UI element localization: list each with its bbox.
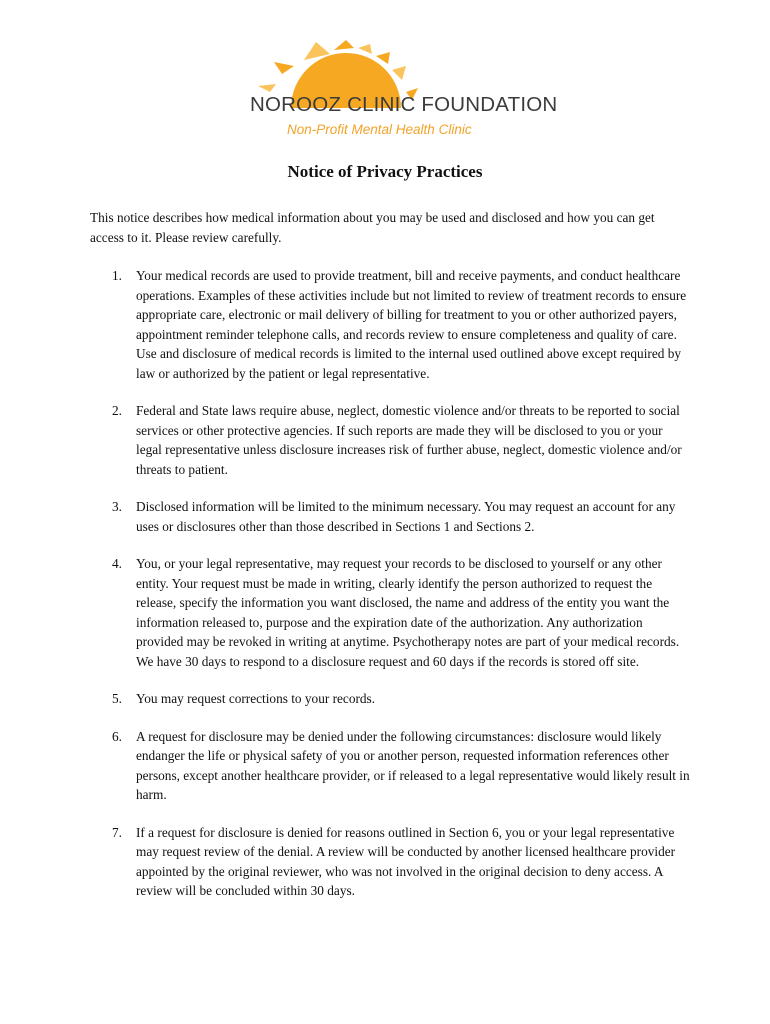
item-number: 3.	[112, 499, 122, 514]
clinic-logo	[246, 40, 558, 145]
org-name: NOROOZ CLINIC FOUNDATION	[250, 93, 558, 116]
list-item	[90, 823, 690, 901]
item-number: 6.	[112, 728, 122, 744]
list-item	[90, 497, 690, 536]
page-title: Notice of Privacy Practices	[287, 162, 483, 181]
list-item	[90, 689, 690, 709]
item-text: Federal and State laws require abuse, neglect, domestic violence and/or threats to be reported to social services or other protective agencies. If such reports are made they will be disclosed to you or your legal representative unless disclosure increases risk of further abuse, neglect, domestic violence and/or threats to patient.	[136, 403, 682, 477]
org-tagline: Non-Profit Mental Health Clinic	[287, 122, 472, 137]
item-number: 7.	[112, 824, 122, 840]
list-item	[90, 266, 690, 383]
item-text: You, or your legal representative, may request your records to be disclosed to yourself or any other entity. Your request must be made in writing, clearly identify the person authorized to request the release, specify the information you want disclosed, the name and address of the entity you want the information released to, purpose and the expiration date of the authorization. Any authorization provided may be revoked in writing at anytime. Psychotherapy notes are part of your medical records. We have 30 days to respond to a disclosure request and 60 days if the records is stored off site.	[136, 556, 680, 669]
item-number: 5.	[112, 691, 122, 706]
list-item	[90, 727, 690, 805]
item-number: 2.	[112, 403, 122, 418]
intro-paragraph: This notice describes how medical information about you may be used and disclosed and how you can get access to it. Please review carefully.	[90, 210, 655, 245]
item-text: You may request corrections to your records.	[136, 691, 376, 706]
item-number: 4.	[112, 556, 122, 571]
list-item	[90, 554, 690, 671]
item-text: A request for disclosure may be denied under the following circumstances: disclosure would likely endanger the life or physical safety of you or another person, requested information references other persons, except another healthcare provider, or if released to a legal representative would likely result in harm.	[136, 728, 690, 802]
item-text: If a request for disclosure is denied for reasons outlined in Section 6, you or your legal representative may request review of the denial. A review will be conducted by another licensed healthcare provider appointed by the original reviewer, who was not involved in the original decision to deny access. A review will be concluded within 30 days.	[136, 824, 676, 898]
item-text: Your medical records are used to provide treatment, bill and receive payments, and conduct healthcare operations. Examples of these activities include but not limited to review of treatment records to ensure appropriate care, electronic or mail delivery of billing for treatment to you or other authorized payers, appointment reminder telephone calls, and records review to ensure completeness and quality of care. Use and disclosure of medical records is limited to the internal used outlined above except required by law or authorized by the patient or legal representative.	[136, 268, 687, 381]
list-item	[90, 401, 690, 479]
item-text: Disclosed information will be limited to the minimum necessary. You may request an account for any uses or disclosures other than those described in Sections 1 and Sections 2.	[136, 499, 676, 534]
item-number: 1.	[112, 268, 122, 283]
privacy-list	[90, 266, 690, 919]
